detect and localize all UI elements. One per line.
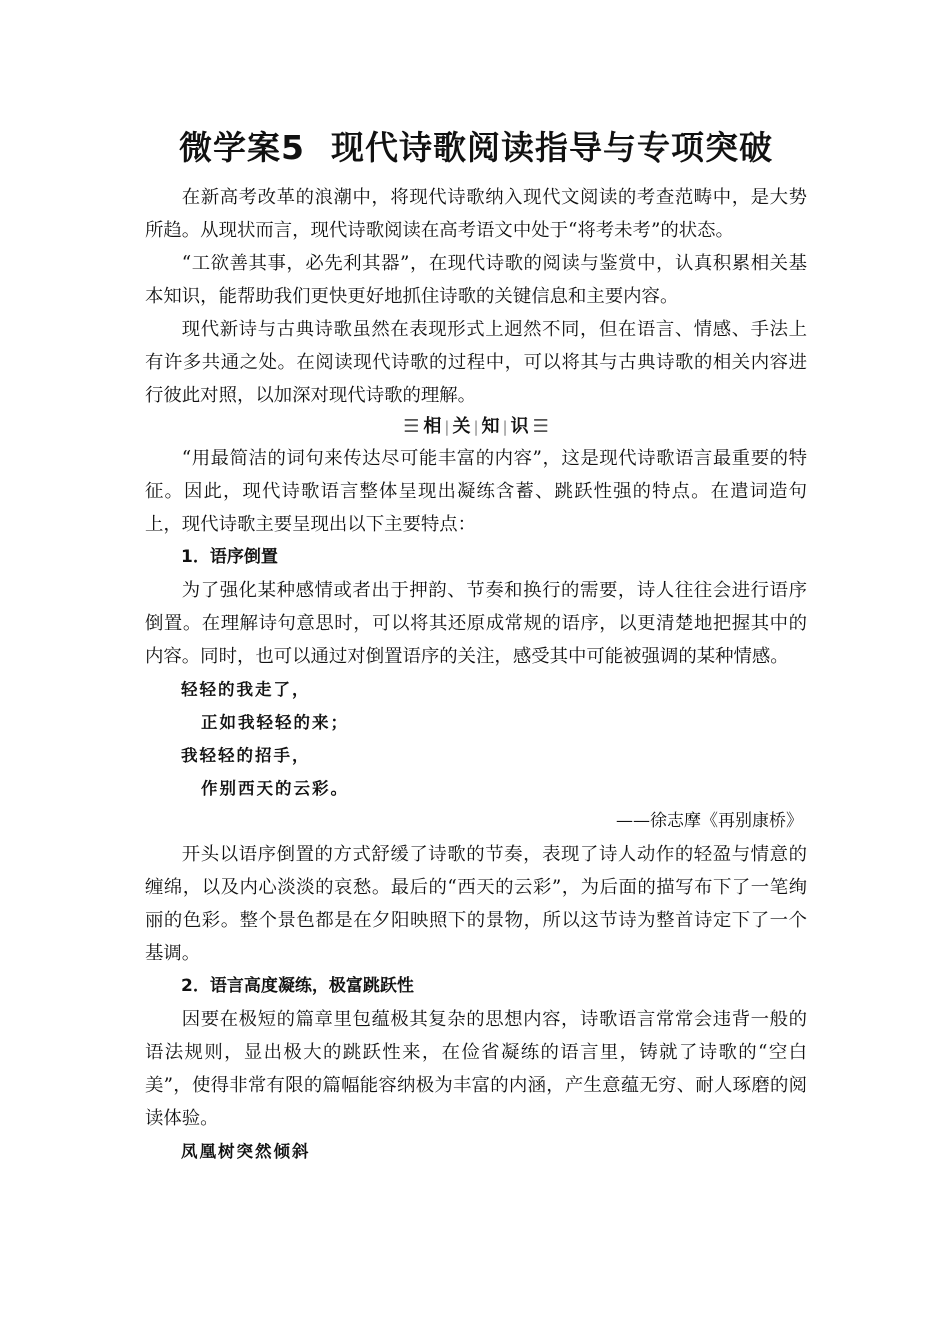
poem-attribution: ——徐志摩《再别康桥》: [616, 811, 803, 831]
section-1-analysis: 开头以语序倒置的方式舒缓了诗歌的节奏，表现了诗人动作的轻盈与情意的缠绵，以及内心淡淡的哀愁。最后的“西天的云彩”，为后面的描写布下了一笔绚丽的色彩。整个景色都是在夕阳映照下的景物，所以这节诗为整首诗定下了一个基调。: [145, 844, 807, 964]
document-page: [145, 125, 807, 1168]
poem-line-1: 轻轻的我走了，: [181, 680, 311, 699]
poem-line-2: 正如我轻轻的来；: [201, 713, 349, 732]
page-title: [145, 125, 807, 171]
banner-separator: |: [444, 418, 450, 436]
section-2-body: 因要在极短的篇章里包蕴极其复杂的思想内容，诗歌语言常常会违背一般的语法规则，显出极大的跳跃性来，在俭省凝练的语言里，铸就了诗歌的“空白美”，使得非常有限的篇幅能容纳极为丰富的内涵，产生意蕴无穷、耐人琢磨的阅读体验。: [145, 1009, 807, 1129]
banner-char-4: 识: [510, 416, 529, 437]
banner-deco-left-icon: ☰: [403, 416, 420, 437]
section-2-heading: 2．语言高度凝练，极富跳跃性: [181, 976, 414, 996]
poem-quote: [145, 673, 807, 805]
banner-separator: |: [502, 418, 508, 436]
banner-separator: |: [473, 418, 479, 436]
banner-char-1: 相: [423, 416, 442, 437]
banner-char-3: 知: [481, 416, 500, 437]
poem-line-4: 作别西天的云彩。: [201, 779, 349, 798]
section-banner-related-knowledge: [145, 412, 807, 442]
banner-deco-right-icon: ☰: [532, 416, 549, 437]
poem-line-3: 我轻轻的招手，: [181, 746, 311, 765]
intro-paragraph-3: 现代新诗与古典诗歌虽然在表现形式上迥然不同，但在语言、情感、手法上有许多共通之处。在阅读现代诗歌的过程中，可以将其与古典诗歌的相关内容进行彼此对照，以加深对现代诗歌的理解。: [145, 319, 807, 406]
intro-paragraph-2: “工欲善其事，必先利其器”，在现代诗歌的阅读与鉴赏中，认真积累相关基本知识，能帮助我们更快更好地抓住诗歌的关键信息和主要内容。: [145, 253, 807, 307]
knowledge-intro-paragraph: “用最简洁的词句来传达尽可能丰富的内容”，这是现代诗歌语言最重要的特征。因此，现代诗歌语言整体呈现出凝练含蓄、跳跃性强的特点。在遣词造句上，现代诗歌主要呈现出以下主要特点：: [145, 448, 807, 535]
title-subtitle: 现代诗歌阅读指导与专项突破: [330, 128, 773, 167]
section-1-heading: 1．语序倒置: [181, 547, 278, 567]
poem-line-start: 凤凰树突然倾斜: [181, 1142, 311, 1161]
intro-paragraph-1: 在新高考改革的浪潮中，将现代诗歌纳入现代文阅读的考查范畴中，是大势所趋。从现状而言，现代诗歌阅读在高考语文中处于“将考未考”的状态。: [145, 187, 807, 241]
title-main: 微学案5: [179, 128, 305, 167]
banner-char-2: 关: [452, 416, 471, 437]
section-1-body: 为了强化某种感情或者出于押韵、节奏和换行的需要，诗人往往会进行语序倒置。在理解诗句意思时，可以将其还原成常规的语序，以更清楚地把握其中的内容。同时，也可以通过对倒置语序的关注，感受其中可能被强调的某种情感。: [145, 580, 807, 667]
